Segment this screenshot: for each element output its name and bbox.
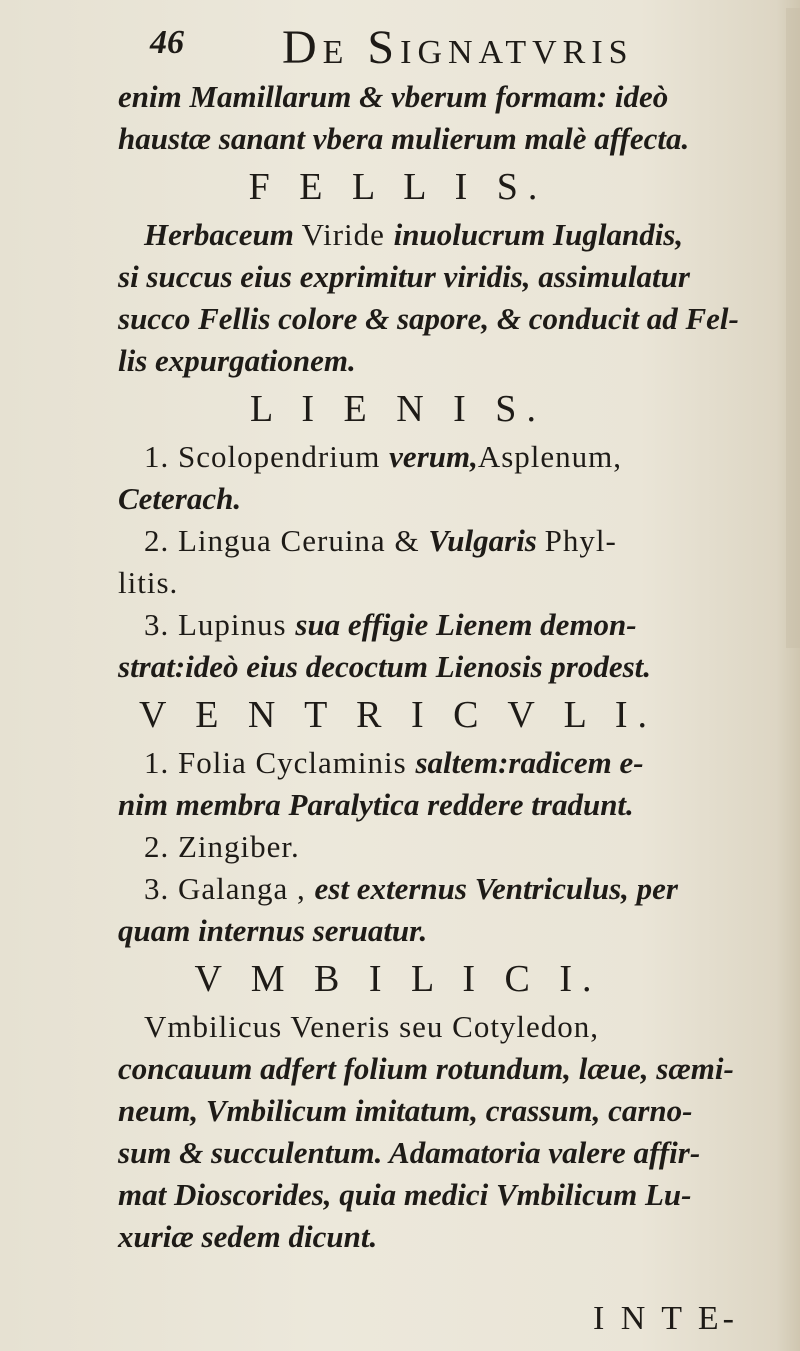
text-line [118,1048,734,1090]
text-line [118,1216,718,1258]
text-line [118,214,718,256]
text-line [118,1132,718,1174]
text-line [118,1174,718,1216]
text-line [118,478,718,520]
roman-run: Viride [301,217,394,252]
text-line [118,646,718,688]
text-line [118,604,718,646]
italic-run: est externus Ventriculus, per [314,871,678,906]
text-line [118,340,718,382]
italic-run: strat:ideò eius decoctum Lienosis prodest. [118,649,652,684]
italic-run: enim Mamillarum & vberum formam: ideò [118,79,669,114]
roman-run: 3. Galanga , [144,871,315,906]
roman-run: Asplenum, [477,439,623,474]
heading-text: V M B I L I C I. [194,958,602,1000]
body-text [118,76,739,1258]
section-heading [118,160,718,214]
text-line [118,256,718,298]
text-line [118,1006,718,1048]
italic-run: saltem:radicem e- [415,745,644,780]
heading-text: L I E N I S. [250,388,546,430]
italic-run: haustæ sanant vbera mulierum malè affecta. [118,121,690,156]
italic-run: quam internus seruatur. [118,913,428,948]
text-line [118,562,718,604]
italic-run: succo Fellis colore & sapore, & conducit ad Fel- [118,301,739,336]
italic-run: Ceterach. [118,481,242,516]
roman-run: 1. Scolopendrium [144,439,390,474]
roman-run: 2. Lingua Ceruina & [144,523,429,558]
text-line [118,826,718,868]
italic-run: si succus eius exprimitur viridis, assimulatur [118,259,690,294]
italic-run: xuriæ sedem dicunt. [118,1219,378,1254]
roman-run: Phyl- [544,523,617,558]
italic-run: Herbaceum [144,217,302,252]
section-heading [118,688,718,742]
heading-text: V E N T R I C V L I. [138,694,658,736]
text-line [118,1090,718,1132]
roman-run: 1. Folia Cyclaminis [144,745,416,780]
text-line [118,784,718,826]
italic-run: mat Dioscorides, quia medici Vmbilicum Lu- [118,1177,692,1212]
text-line [118,76,718,118]
italic-run: inuolucrum Iuglandis, [393,217,684,252]
roman-run: Vmbilicus Veneris seu Cotyledon, [144,1009,600,1044]
text-line [118,910,718,952]
text-line [118,298,739,340]
running-title: De Signatvris [282,21,634,74]
italic-run: sua effigie Lienem demon- [295,607,637,642]
section-heading [118,382,718,436]
italic-run: neum, Vmbilicum imitatum, crassum, carno- [118,1093,693,1128]
page-header [150,16,680,76]
italic-run: verum, [389,439,478,474]
roman-run: 2. Zingiber. [144,829,300,864]
text-line [118,118,718,160]
italic-run: lis expurgationem. [118,343,356,378]
roman-run: 3. Lupinus [144,607,296,642]
italic-run: concauum adfert folium rotundum, læue, sæmi- [118,1051,734,1086]
italic-run: sum & succulentum. Adamatoria valere affir- [118,1135,701,1170]
italic-run: nim membra Paralytica reddere tradunt. [118,787,634,822]
page-number: 46 [150,24,184,61]
italic-run: Vulgaris [428,523,545,558]
text-line [118,520,718,562]
page-edge-shadow [786,8,800,648]
catchword: I N T E- [592,1300,738,1337]
text-line [118,742,718,784]
heading-text: F E L L I S. [248,166,548,208]
roman-run: litis. [118,565,179,600]
text-line [118,436,718,478]
text-line [118,868,718,910]
section-heading [118,952,718,1006]
